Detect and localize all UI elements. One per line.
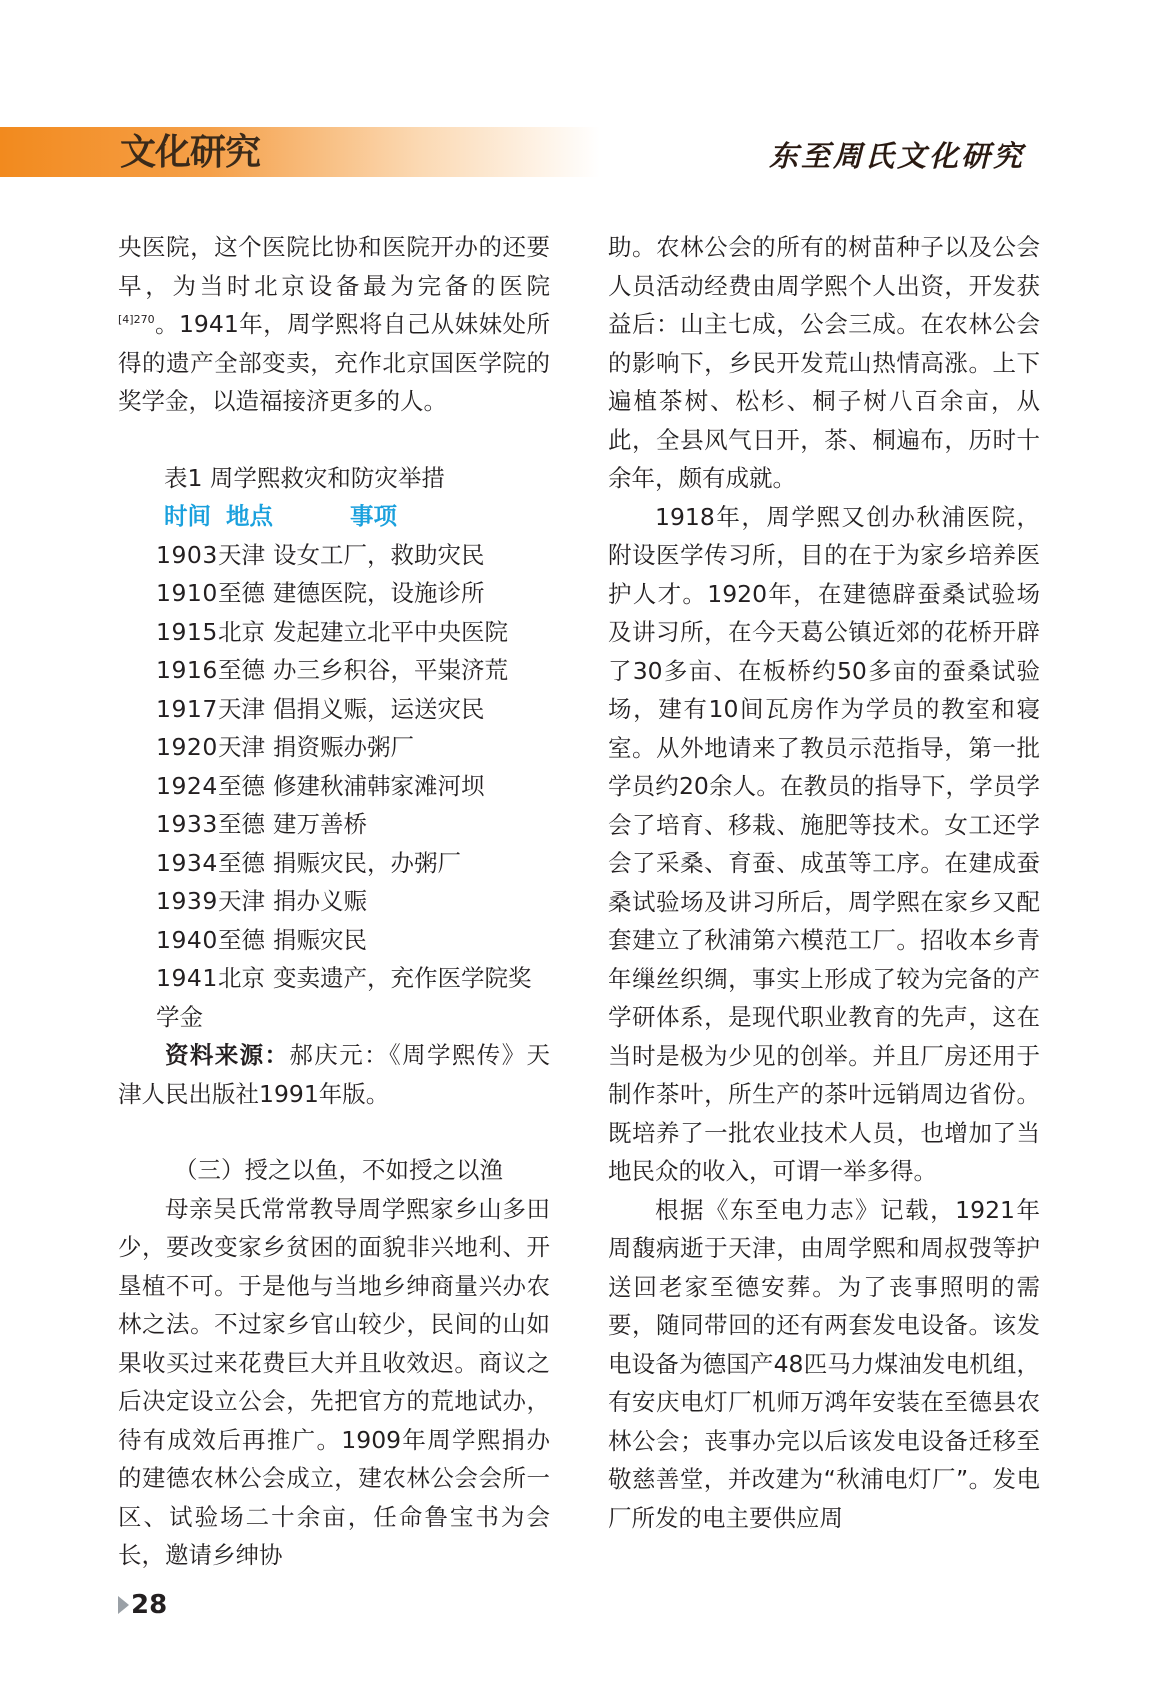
row-event: 捐赈灾民，办粥厂: [273, 848, 461, 877]
row-place: 天津: [218, 694, 265, 723]
row-place: 天津: [218, 540, 265, 569]
source-label: 资料来源：: [165, 1041, 290, 1069]
text-line: 央医院，这个医院比协和医院开办的还: [118, 233, 527, 261]
row-event: 发起建立北平中央医院: [273, 617, 508, 646]
column-header-place: 地点: [226, 502, 273, 530]
row-event: 倡捐义赈，运送灾民: [273, 694, 485, 723]
row-year: 1910: [156, 579, 218, 607]
left-column: [118, 228, 550, 1575]
table-row: [118, 844, 550, 883]
page-number: [118, 1589, 167, 1621]
row-place: 至德: [218, 656, 265, 684]
spacer: [118, 421, 550, 459]
row-year: 1920: [156, 733, 218, 761]
row-event: 建德医院，设施诊所: [273, 579, 485, 607]
row-year: 1941: [156, 964, 218, 992]
paragraph: 母亲吴氏常常教导周学熙家乡山多田少，要改变家乡贫困的面貌非兴地利、开垦植不可。于是他与当地乡绅商量兴办农林之法。不过家乡官山较少，民间的山如果收买过来花费巨大并且收效迟。商议之后决定设立公会，先把官方的荒地试办，待有成效后再推广。1909年周学熙捐办的建德农林公会成立，建农林公会会所一区、试验场二十余亩，任命鲁宝书为会长，邀请乡绅协: [118, 1194, 550, 1569]
row-place: 天津: [218, 733, 265, 761]
section-subheading: （三）授之以鱼，不如授之以渔: [174, 1156, 503, 1184]
row-event: 修建秋浦韩家滩河坝: [273, 771, 485, 800]
source-text: 郝庆元：《周学熙传》天津人民出版社1991年版。: [118, 1041, 551, 1108]
row-place: 至德: [218, 771, 265, 800]
row-event: 建万善桥: [273, 810, 367, 838]
row-year: 1924: [156, 771, 218, 800]
section-title: 文化研究: [120, 132, 261, 173]
row-place: 北京: [218, 617, 265, 646]
paragraph: [118, 228, 550, 421]
paragraph: 助。农林公会的所有的树苗种子以及公会人员活动经费由周学熙个人出资，开发获益后：山主七成，公会三成。在农林公会的影响下，乡民开发荒山热情高涨。上下遍植茶树、松杉、桐子树八百余亩，从此，全县风气日开，茶、桐遍布，历时十余年，颇有成就。: [608, 233, 1040, 492]
row-place: 至德: [218, 579, 265, 607]
paragraph: 1918年，周学熙又创办秋浦医院，附设医学传习所，目的在于为家乡培养医护人才。1920年，在建德辟蚕桑试验场及讲习所，在今天葛公镇近郊的花桥开辟了30多亩、在板桥约50多亩的蚕桑试验场，建有10间瓦房作为学员的教室和寝室。从外地请来了教员示范指导，第一批学员约20余人。在教员的指导下，学员学会了培育、移栽、施肥等技术。女工还学会了采桑、育蚕、成茧等工序。在建成蚕桑试验场及讲习所后，周学熙在家乡又配套建立了秋浦第六模范工厂。招收本乡青年缫丝织绸，事实上形成了较为完备的产学研体系，是现代职业教育的先声，这在当时是极为少见的创举。并且厂房还用于制作茶叶，所生产的茶叶远销周边省份。既培养了一批农业技术人员，也增加了当地民众的收入，可谓一举多得。: [608, 502, 1040, 1185]
table-row: [118, 613, 550, 652]
citation-marker: [4]270: [118, 313, 155, 327]
row-year: 1915: [156, 617, 218, 646]
paragraph: 根据《东至电力志》记载，1921年周馥病逝于天津，由周学熙和周叔弢等护送回老家至德安葬。为了丧事照明的需要，随同带回的还有两套发电设备。该发电设备为德国产48匹马力煤油发电机组，有安庆电灯厂机师万鸿年安装在至德县农林公会；丧事办完以后该发电设备迁移至敬慈善堂，并改建为“秋浦电灯厂”。发电厂所发的电主要供应周: [608, 1195, 1040, 1532]
journal-name: 东至周氏文化研究: [768, 139, 1025, 173]
table-caption: 表1 周学熙救灾和防灾举措: [164, 463, 445, 492]
row-place: 至德: [218, 848, 265, 877]
row-event: 办三乡积谷，平粜济荒: [273, 656, 508, 684]
text-run: 。1941年，周学熙将自己从妹妹处所得的遗产全部变卖，充作北京国医学院的奖学金，以造福接济更多的人。: [118, 310, 550, 415]
column-header-event: 事项: [350, 502, 397, 530]
table-row: [118, 805, 550, 844]
table-row: [118, 651, 550, 690]
table-row: [118, 767, 550, 806]
row-place: 至德: [218, 810, 265, 838]
table-body: [118, 536, 550, 1037]
row-event: 变卖遗产，充作医学院奖学金: [156, 964, 532, 1031]
table-header: [118, 497, 550, 536]
row-year: 1940: [156, 925, 218, 954]
row-place: 北京: [218, 964, 265, 992]
row-place: 至德: [218, 925, 265, 954]
table-row: [118, 959, 550, 1036]
table-row: [118, 536, 550, 575]
row-event: 捐资赈办粥厂: [273, 733, 414, 761]
page-number-text: 28: [131, 1590, 168, 1620]
header-band: [0, 127, 600, 177]
row-event: 设女工厂，救助灾民: [273, 540, 485, 569]
column-header-time: 时间: [164, 502, 211, 530]
table-row: [118, 728, 550, 767]
table-row: [118, 921, 550, 960]
row-year: 1939: [156, 887, 218, 915]
table-row: [118, 574, 550, 613]
table-row: [118, 882, 550, 921]
row-year: 1903: [156, 540, 218, 569]
row-year: 1933: [156, 810, 218, 838]
triangle-marker-icon: [118, 1596, 129, 1614]
row-place: 天津: [218, 887, 265, 915]
text-line: 要早，为当时北京设备最为完备的医院: [118, 233, 550, 300]
right-column: [608, 228, 1040, 1537]
row-year: 1934: [156, 848, 218, 877]
row-event: 捐赈灾民: [273, 925, 367, 954]
row-year: 1916: [156, 656, 218, 684]
row-year: 1917: [156, 694, 218, 723]
spacer: [118, 1113, 550, 1151]
table-row: [118, 690, 550, 729]
row-event: 捐办义赈: [273, 887, 367, 915]
table-source: [118, 1036, 550, 1113]
